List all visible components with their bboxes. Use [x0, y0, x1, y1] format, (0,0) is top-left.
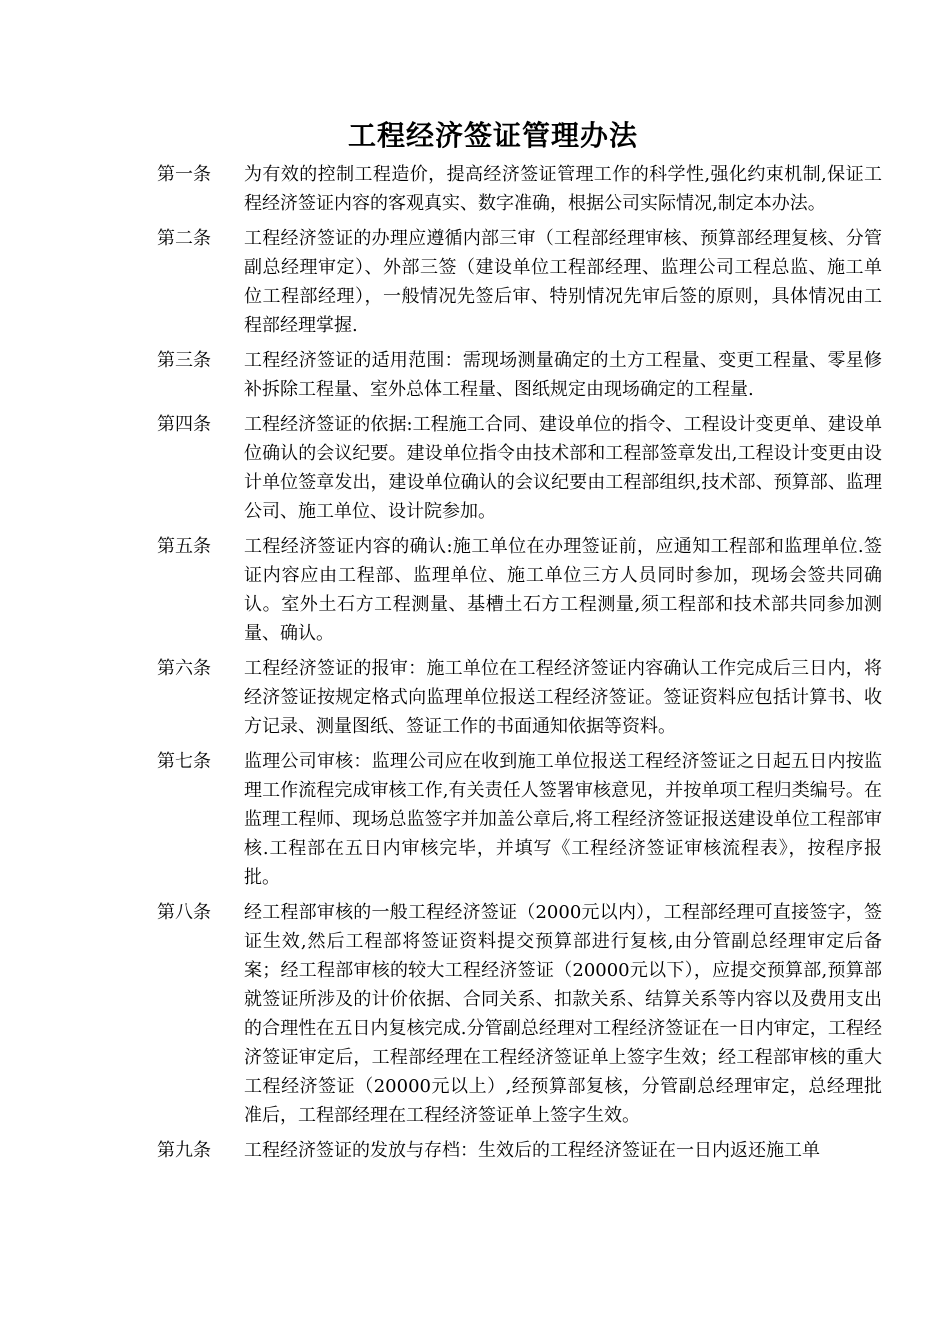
article-8	[157, 898, 882, 1130]
article-text: 为有效的控制工程造价，提高经济签证管理工作的科学性,强化约束机制,保证工程经济签证内容的客观真实、数字准确，根据公司实际情况,制定本办法。	[244, 164, 882, 214]
article-text: 经工程部审核的一般工程经济签证（2000元以内），工程部经理可直接签字，签证生效,然后工程部将签证资料提交预算部进行复核,由分管副总经理审定后备案；经工程部审核的较大工程经济签证（20000元以下），应提交预算部,预算部就签证所涉及的计价依据、合同关系、扣款关系、结算关系等内容以及费用支出的合理性在五日内复核完成.分管副总经理对工程经济签证在一日内审定，工程经济签证审定后，工程部经理在工程经济签证单上签字生效；经工程部审核的重大工程经济签证（20000元以上）,经预算部复核，分管副总经理审定，总经理批准后，工程部经理在工程经济签证单上签字生效。	[244, 902, 882, 1126]
article-text: 工程经济签证的发放与存档：生效后的工程经济签证在一日内返还施工单	[244, 1140, 820, 1161]
article-2	[157, 224, 882, 340]
article-7	[157, 747, 882, 892]
document-title: 工程经济签证管理办法	[347, 119, 638, 152]
article-number: 第八条	[157, 902, 211, 923]
article-5	[157, 532, 882, 648]
article-text: 工程经济签证的依据:工程施工合同、建设单位的指令、工程设计变更单、建设单位确认的会议纪要。建设单位指令由技术部和工程部签章发出,工程设计变更由设计单位签章发出，建设单位确认的会议纪要由工程部组织,技术部、预算部、监理公司、施工单位、设计院参加。	[244, 414, 882, 522]
article-number: 第四条	[157, 414, 211, 435]
article-text: 工程经济签证的办理应遵循内部三审（工程部经理审核、预算部经理复核、分管副总经理审定）、外部三签（建设单位工程部经理、监理公司工程总监、施工单位工程部经理），一般情况先签后审、特别情况先审后签的原则，具体情况由工程部经理掌握.	[244, 228, 882, 336]
article-1	[157, 160, 882, 218]
article-text: 工程经济签证的报审：施工单位在工程经济签证内容确认工作完成后三日内，将经济签证按规定格式向监理单位报送工程经济签证。签证资料应包括计算书、收方记录、测量图纸、签证工作的书面通知依据等资料。	[244, 658, 882, 737]
article-number: 第二条	[157, 228, 211, 249]
article-number: 第五条	[157, 536, 211, 557]
article-number: 第一条	[157, 164, 211, 185]
article-number: 第七条	[157, 751, 211, 772]
article-3	[157, 346, 882, 404]
article-9	[157, 1136, 882, 1165]
article-6	[157, 654, 882, 741]
article-4	[157, 410, 882, 526]
article-list	[157, 160, 882, 1171]
article-number: 第九条	[157, 1140, 211, 1161]
article-text: 监理公司审核：监理公司应在收到施工单位报送工程经济签证之日起五日内按监理工作流程完成审核工作,有关责任人签署审核意见，并按单项工程归类编号。在监理工程师、现场总监签字并加盖公章后,将工程经济签证报送建设单位工程部审核.工程部在五日内审核完毕，并填写《工程经济签证审核流程表》，按程序报批。	[244, 751, 882, 888]
article-number: 第六条	[157, 658, 211, 679]
article-text: 工程经济签证内容的确认:施工单位在办理签证前，应通知工程部和监理单位.签证内容应由工程部、监理单位、施工单位三方人员同时参加，现场会签共同确认。室外土石方工程测量、基槽土石方工程测量,须工程部和技术部共同参加测量、确认。	[244, 536, 882, 644]
article-number: 第三条	[157, 350, 211, 371]
article-text: 工程经济签证的适用范围：需现场测量确定的土方工程量、变更工程量、零星修补拆除工程量、室外总体工程量、图纸规定由现场确定的工程量.	[244, 350, 882, 400]
